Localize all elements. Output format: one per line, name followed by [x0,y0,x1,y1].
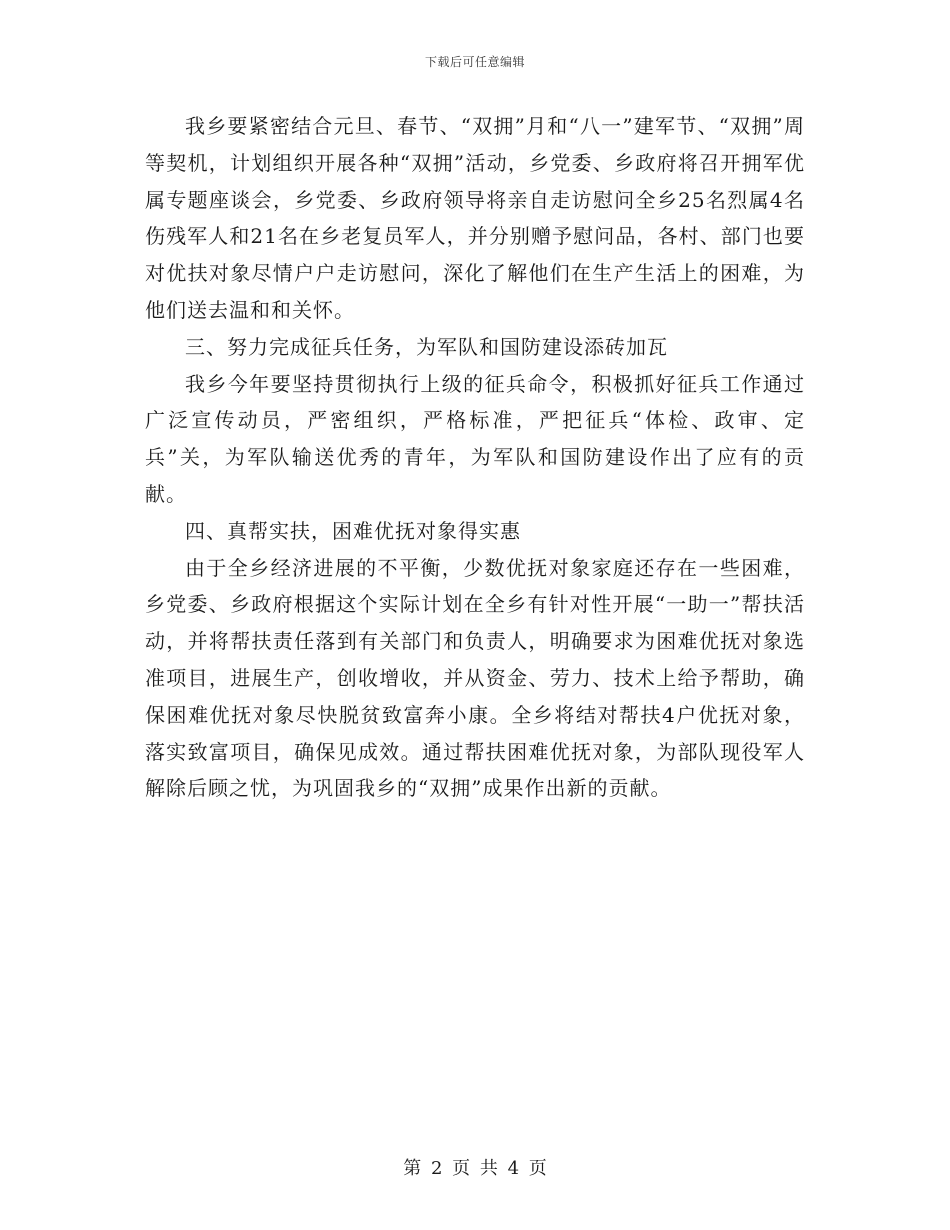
body-paragraph: 我乡要紧密结合元旦、春节、“双拥”月和“八一”建军节、“双拥”周等契机，计划组织开展各种“双拥”活动，乡党委、乡政府将召开拥军优属专题座谈会，乡党委、乡政府领导将亲自走访慰问全乡25名烈属4名伤残军人和21名在乡老复员军人，并分别赠予慰问品，各村、部门也要对优扶对象尽情户户走访慰问，深化了解他们在生产生活上的困难，为他们送去温和和关怀。 [145,114,805,322]
page-header: 下载后可任意编辑 [424,55,525,69]
page-number: 第 2 页 共 4 页 [403,1158,547,1179]
body-paragraph: 由于全乡经济进展的不平衡，少数优抚对象家庭还存在一些困难，乡党委、乡政府根据这个实际计划在全乡有针对性开展“一助一”帮扶活动，并将帮扶责任落到有关部门和负责人，明确要求为困难优抚对象选准项目，进展生产，创收增收，并从资金、劳力、技术上给予帮助，确保困难优抚对象尽快脱贫致富奔小康。全乡将结对帮扶4户优抚对象，落实致富项目，确保见成效。通过帮扶困难优抚对象，为部队现役军人解除后顾之忧，为巩固我乡的“双拥”成果作出新的贡献。 [145,555,805,801]
section-heading: 三、努力完成征兵任务，为军队和国防建设添砖加瓦 [185,334,668,359]
body-paragraph: 我乡今年要坚持贯彻执行上级的征兵命令，积极抓好征兵工作通过广泛宣传动员，严密组织，严格标准，严把征兵“体检、政审、定兵”关，为军队输送优秀的青年，为军队和国防建设作出了应有的贡献。 [145,371,805,506]
section-heading: 四、真帮实扶，困难优抚对象得实惠 [185,518,521,543]
document-body [145,108,805,807]
